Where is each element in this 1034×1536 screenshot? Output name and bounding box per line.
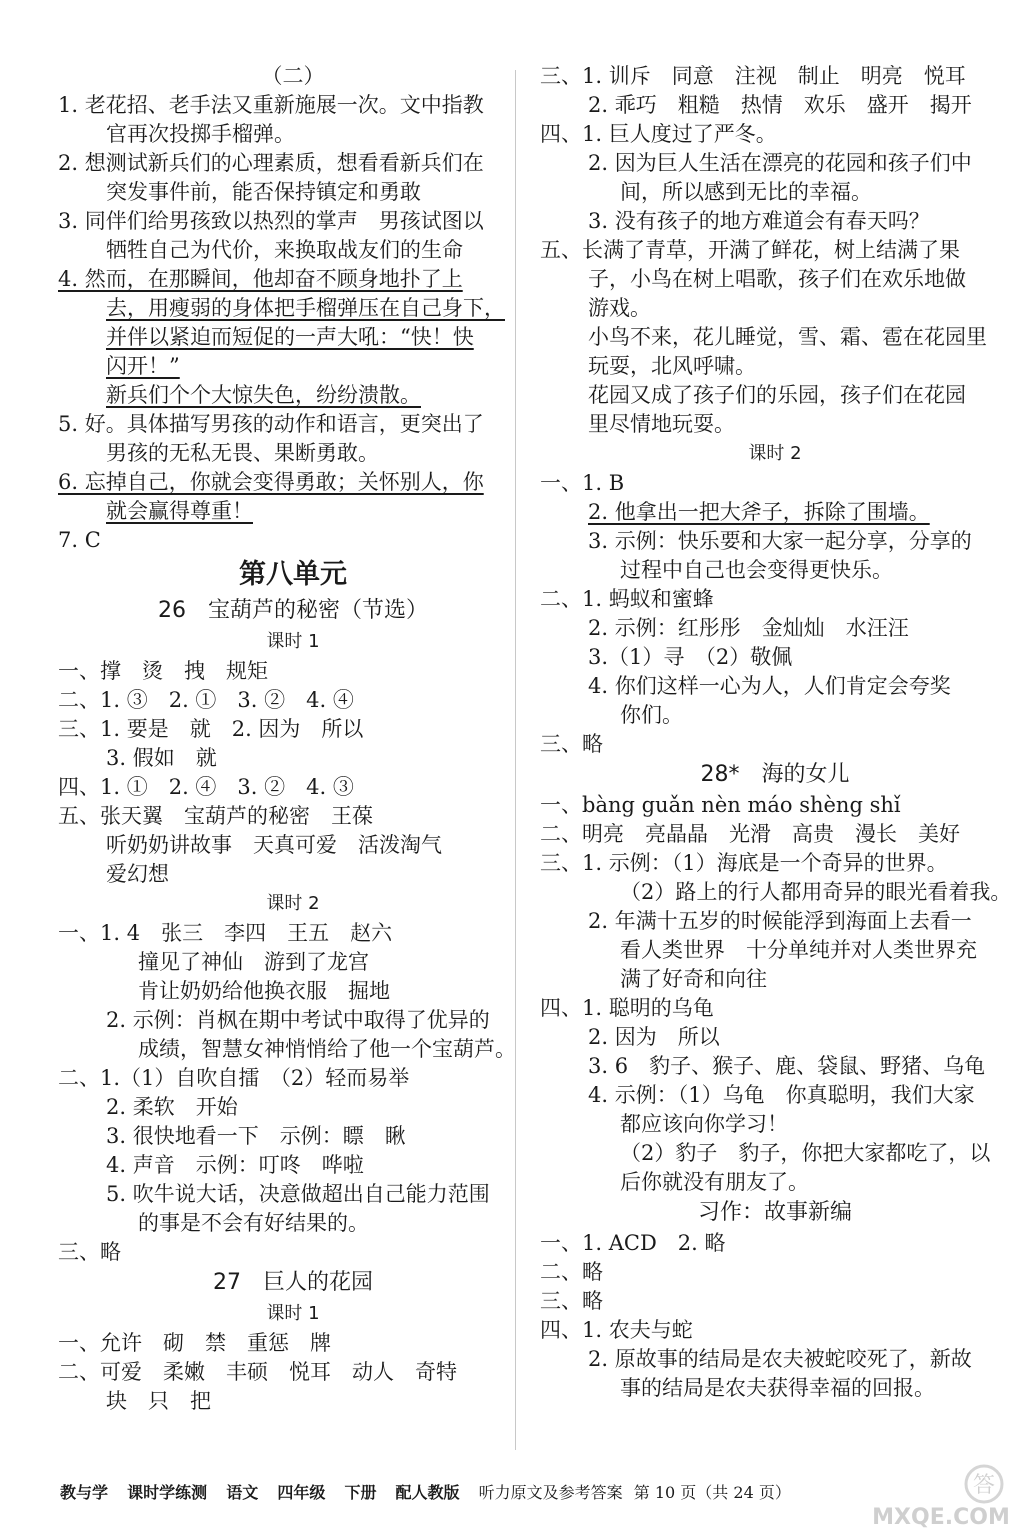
- answer-text: 习作：故事新编: [697, 1200, 852, 1225]
- right-line: [540, 730, 1010, 759]
- right-line: [540, 907, 1010, 936]
- page-number: 第 10 页（共 24 页）: [633, 1483, 791, 1502]
- footer-note: 听力原文及参考答案: [478, 1483, 623, 1502]
- answer-text: 2. 柔软 开始: [106, 1095, 238, 1119]
- right-line: [540, 1023, 1010, 1052]
- right-line: [540, 469, 1010, 498]
- right-line: [540, 1052, 1010, 1081]
- answer-text: 课时 1: [266, 631, 320, 652]
- left-line: [58, 1122, 528, 1151]
- answer-text: 27 巨人的花园: [213, 1270, 373, 1295]
- answer-text: 5. 好。具体描写男孩的动作和语言，更突出了: [58, 412, 484, 436]
- answer-text: 二、1. 蚂蚁和蜜蜂: [540, 587, 714, 611]
- footer-series: 教与学: [60, 1483, 109, 1502]
- answer-text: 四、1. 聪明的乌龟: [540, 996, 714, 1020]
- answer-text: 2. 因为巨人生活在漂亮的花园和孩子们中: [588, 151, 972, 175]
- answer-text: 二、1. ③ 2. ① 3. ② 4. ④: [58, 688, 354, 712]
- right-line: [540, 1258, 1010, 1287]
- answer-text: 看人类世界 十分单纯并对人类世界充: [620, 938, 977, 962]
- watermark-logo: [866, 1462, 1016, 1528]
- right-line: [540, 994, 1010, 1023]
- answer-text: 里尽情地玩耍。: [588, 412, 735, 436]
- answer-text: 满了好奇和向往: [620, 967, 767, 991]
- right-line: [540, 62, 1010, 91]
- answer-text: （2）豹子 豹子，你把大家都吃了，以: [620, 1141, 991, 1165]
- left-line: [58, 1151, 528, 1180]
- answer-text: 后你就没有朋友了。: [620, 1170, 809, 1194]
- answer-text: 第八单元: [239, 559, 347, 590]
- answer-text: 男孩的无私无畏、果断勇敢。: [106, 441, 379, 465]
- answer-text: 3. 很快地看一下 示例：瞟 瞅: [106, 1124, 406, 1148]
- answer-text: 一、1. B: [540, 471, 625, 495]
- page-footer: [60, 1480, 960, 1503]
- answer-text: 二、1.（1）自吹自擂 （2）轻而易举: [58, 1066, 410, 1090]
- answer-text: 三、略: [540, 732, 603, 756]
- answer-text: 4. 你们这样一心为人，人们肯定会夸奖: [588, 674, 951, 698]
- left-line: [58, 265, 528, 294]
- left-line: [58, 1238, 528, 1267]
- right-line: [540, 585, 1010, 614]
- left-line: [58, 1006, 528, 1035]
- left-line: [58, 977, 528, 1006]
- left-line: [58, 120, 528, 149]
- answer-text: 二、明亮 亮晶晶 光滑 高贵 漫长 美好: [540, 822, 960, 846]
- answer-text: 2. 因为 所以: [588, 1025, 720, 1049]
- answer-text: 4. 示例：（1）乌龟 你真聪明，我们大家: [588, 1083, 975, 1107]
- answer-text: 肯让奶奶给他换衣服 掘地: [138, 979, 390, 1003]
- left-line: [58, 831, 528, 860]
- right-line: [540, 614, 1010, 643]
- right-line: [540, 965, 1010, 994]
- footer-book: 课时学练测: [127, 1483, 208, 1502]
- right-line: [540, 701, 1010, 730]
- answer-text: 去，用瘦弱的身体把手榴弹压在自己身下，: [106, 296, 505, 320]
- left-line: [58, 555, 528, 595]
- answer-text: 3. 没有孩子的地方难道会有春天吗？: [588, 209, 930, 233]
- left-line: [58, 236, 528, 265]
- answer-text: 三、1. 训斥 同意 注视 制止 明亮 悦耳: [540, 64, 966, 88]
- left-line: [58, 381, 528, 410]
- answer-text: 就会赢得尊重！: [106, 499, 253, 523]
- answer-text: 3.（1）寻 （2）敬佩: [588, 645, 793, 669]
- left-line: [58, 207, 528, 236]
- right-line: [540, 236, 1010, 265]
- right-line: [540, 849, 1010, 878]
- right-line: [540, 1197, 1010, 1229]
- answer-text: 玩耍，北风呼啸。: [588, 354, 756, 378]
- left-line: [58, 149, 528, 178]
- right-line: [540, 643, 1010, 672]
- left-line: [58, 1209, 528, 1238]
- answer-text: 爱幻想: [106, 862, 169, 886]
- right-line: [540, 1081, 1010, 1110]
- answer-text: 一、撑 烫 拽 规矩: [58, 659, 268, 683]
- answer-text: 2. 示例：红彤彤 金灿灿 水汪汪: [588, 616, 909, 640]
- right-line: [540, 1110, 1010, 1139]
- answer-text: 并伴以紧迫而短促的一声大吼：“快！快: [106, 325, 474, 349]
- left-line: [58, 802, 528, 831]
- answer-text: 官再次投掷手榴弹。: [106, 122, 295, 146]
- right-line: [540, 352, 1010, 381]
- answer-text: 课时 1: [266, 1303, 320, 1324]
- answer-text: 成绩，智慧女神悄悄给了他一个宝葫芦。: [138, 1037, 516, 1061]
- answer-text: 过程中自己也会变得更快乐。: [620, 558, 893, 582]
- answer-text: 28* 海的女儿: [700, 762, 850, 787]
- answer-text: 的事是不会有好结果的。: [138, 1211, 369, 1235]
- answer-text: 三、1. 要是 就 2. 因为 所以: [58, 717, 364, 741]
- left-line: [58, 323, 528, 352]
- footer-grade: 四年级: [277, 1483, 326, 1502]
- right-line: [540, 1229, 1010, 1258]
- answer-text: 7. C: [58, 528, 101, 552]
- left-line: [58, 62, 528, 91]
- left-line: [58, 410, 528, 439]
- left-line: [58, 1180, 528, 1209]
- answer-text: 牺牲自己为代价，来换取战友们的生命: [106, 238, 463, 262]
- answer-text: 四、1. 农夫与蛇: [540, 1318, 693, 1342]
- answer-text: 4. 然而，在那瞬间，他却奋不顾身地扑了上: [58, 267, 463, 291]
- left-line: [58, 439, 528, 468]
- right-line: [540, 759, 1010, 791]
- left-line: [58, 1387, 528, 1416]
- right-line: [540, 207, 1010, 236]
- answer-text: 块 只 把: [106, 1389, 211, 1413]
- right-line: [540, 381, 1010, 410]
- answer-text: 五、张天翼 宝葫芦的秘密 王葆: [58, 804, 373, 828]
- left-line: [58, 1267, 528, 1299]
- right-line: [540, 149, 1010, 178]
- answer-text: 一、允许 砌 禁 重惩 牌: [58, 1331, 331, 1355]
- left-line: [58, 294, 528, 323]
- left-line: [58, 1064, 528, 1093]
- answer-text: 3. 假如 就: [106, 746, 217, 770]
- answer-text: 2. 原故事的结局是农夫被蛇咬死了，新故: [588, 1347, 972, 1371]
- answer-text: 6. 忘掉自己，你就会变得勇敢；关怀别人，你: [58, 470, 484, 494]
- right-line: [540, 878, 1010, 907]
- right-line: [540, 1139, 1010, 1168]
- answer-text: 1. 老花招、老手法又重新施展一次。文中指教: [58, 93, 484, 117]
- left-line: [58, 1329, 528, 1358]
- watermark-text: MXQE.COM: [872, 1505, 1010, 1528]
- answer-text: 花园又成了孩子们的乐园，孩子们在花园: [588, 383, 966, 407]
- right-line: [540, 1374, 1010, 1403]
- left-line: [58, 1358, 528, 1387]
- right-line: [540, 178, 1010, 207]
- answer-text: 一、bàng guǎn nèn máo shèng shǐ: [540, 793, 901, 817]
- answer-text: 课时 2: [266, 893, 320, 914]
- right-line: [540, 1345, 1010, 1374]
- answer-text: 2. 他拿出一把大斧子，拆除了围墙。: [588, 500, 930, 524]
- right-line: [540, 120, 1010, 149]
- answer-text: 一、1. ACD 2. 略: [540, 1231, 726, 1255]
- answer-text: 四、1. ① 2. ④ 3. ② 4. ③: [58, 775, 354, 799]
- answer-text: 5. 吹牛说大话，决意做超出自己能力范围: [106, 1182, 490, 1206]
- answer-text: 间，所以感到无比的幸福。: [620, 180, 872, 204]
- right-line: [540, 439, 1010, 469]
- left-line: [58, 948, 528, 977]
- answer-text: 二、略: [540, 1260, 603, 1284]
- answer-text: 2. 乖巧 粗糙 热情 欢乐 盛开 揭开: [588, 93, 972, 117]
- watermark-glyph: 答: [972, 1473, 996, 1498]
- left-line: [58, 889, 528, 919]
- answer-text: 子，小鸟在树上唱歌，孩子们在欢乐地做: [588, 267, 966, 291]
- answer-text: 4. 声音 示例：叮咚 哗啦: [106, 1153, 364, 1177]
- right-column: [540, 62, 1010, 1403]
- left-line: [58, 860, 528, 889]
- left-line: [58, 1035, 528, 1064]
- answer-text: 四、1. 巨人度过了严冬。: [540, 122, 777, 146]
- right-line: [540, 556, 1010, 585]
- left-line: [58, 352, 528, 381]
- right-line: [540, 498, 1010, 527]
- answer-text: 突发事件前，能否保持镇定和勇敢: [106, 180, 421, 204]
- left-line: [58, 919, 528, 948]
- answer-text: 3. 6 豹子、猴子、鹿、袋鼠、野猪、乌龟: [588, 1054, 986, 1078]
- right-line: [540, 936, 1010, 965]
- right-line: [540, 1287, 1010, 1316]
- right-line: [540, 410, 1010, 439]
- answer-text: 三、略: [540, 1289, 603, 1313]
- answer-text: 三、1. 示例：（1）海底是一个奇异的世界。: [540, 851, 948, 875]
- left-line: [58, 91, 528, 120]
- left-line: [58, 773, 528, 802]
- answer-text: 都应该向你学习！: [620, 1112, 788, 1136]
- left-column: [58, 62, 528, 1416]
- answer-text: 撞见了神仙 游到了龙宫: [138, 950, 369, 974]
- right-line: [540, 1316, 1010, 1345]
- answer-text: 二、可爱 柔嫩 丰硕 悦耳 动人 奇特: [58, 1360, 457, 1384]
- answer-text: 3. 示例：快乐要和大家一起分享，分享的: [588, 529, 972, 553]
- left-line: [58, 497, 528, 526]
- answer-text: （2）路上的行人都用奇异的眼光看着我。: [620, 880, 1012, 904]
- right-line: [540, 672, 1010, 701]
- left-line: [58, 657, 528, 686]
- answer-text: 2. 想测试新兵们的心理素质，想看看新兵们在: [58, 151, 484, 175]
- right-line: [540, 1168, 1010, 1197]
- answer-text: （二）: [261, 64, 325, 88]
- answer-text: 课时 2: [748, 443, 802, 464]
- left-line: [58, 686, 528, 715]
- answer-text: 新兵们个个大惊失色，纷纷溃散。: [106, 383, 421, 407]
- footer-edition: 配人教版: [395, 1483, 460, 1502]
- left-line: [58, 178, 528, 207]
- right-line: [540, 265, 1010, 294]
- answer-text: 3. 同伴们给男孩致以热烈的掌声 男孩试图以: [58, 209, 484, 233]
- right-line: [540, 820, 1010, 849]
- right-line: [540, 91, 1010, 120]
- answer-text: 事的结局是农夫获得幸福的回报。: [620, 1376, 935, 1400]
- right-line: [540, 294, 1010, 323]
- left-line: [58, 595, 528, 627]
- answer-text: 游戏。: [588, 296, 651, 320]
- left-line: [58, 1093, 528, 1122]
- answer-text: 26 宝葫芦的秘密（节选）: [158, 598, 428, 623]
- left-line: [58, 526, 528, 555]
- left-line: [58, 715, 528, 744]
- answer-text: 2. 年满十五岁的时候能浮到海面上去看一: [588, 909, 972, 933]
- right-line: [540, 527, 1010, 556]
- answer-text: 你们。: [620, 703, 683, 727]
- right-line: [540, 323, 1010, 352]
- left-line: [58, 1299, 528, 1329]
- answer-text: 闪开！”: [106, 354, 180, 378]
- answer-text: 三、略: [58, 1240, 121, 1264]
- left-line: [58, 468, 528, 497]
- footer-subject: 语文: [226, 1483, 259, 1502]
- answer-text: 一、1. 4 张三 李四 王五 赵六: [58, 921, 393, 945]
- answer-text: 2. 示例：肖枫在期中考试中取得了优异的: [106, 1008, 490, 1032]
- answer-text: 五、长满了青草，开满了鲜花，树上结满了果: [540, 238, 960, 262]
- left-line: [58, 744, 528, 773]
- answer-text: 听奶奶讲故事 天真可爱 活泼淘气: [106, 833, 442, 857]
- right-line: [540, 791, 1010, 820]
- footer-volume: 下册: [344, 1483, 377, 1502]
- answer-text: 小鸟不来，花儿睡觉，雪、霜、雹在花园里: [588, 325, 987, 349]
- left-line: [58, 627, 528, 657]
